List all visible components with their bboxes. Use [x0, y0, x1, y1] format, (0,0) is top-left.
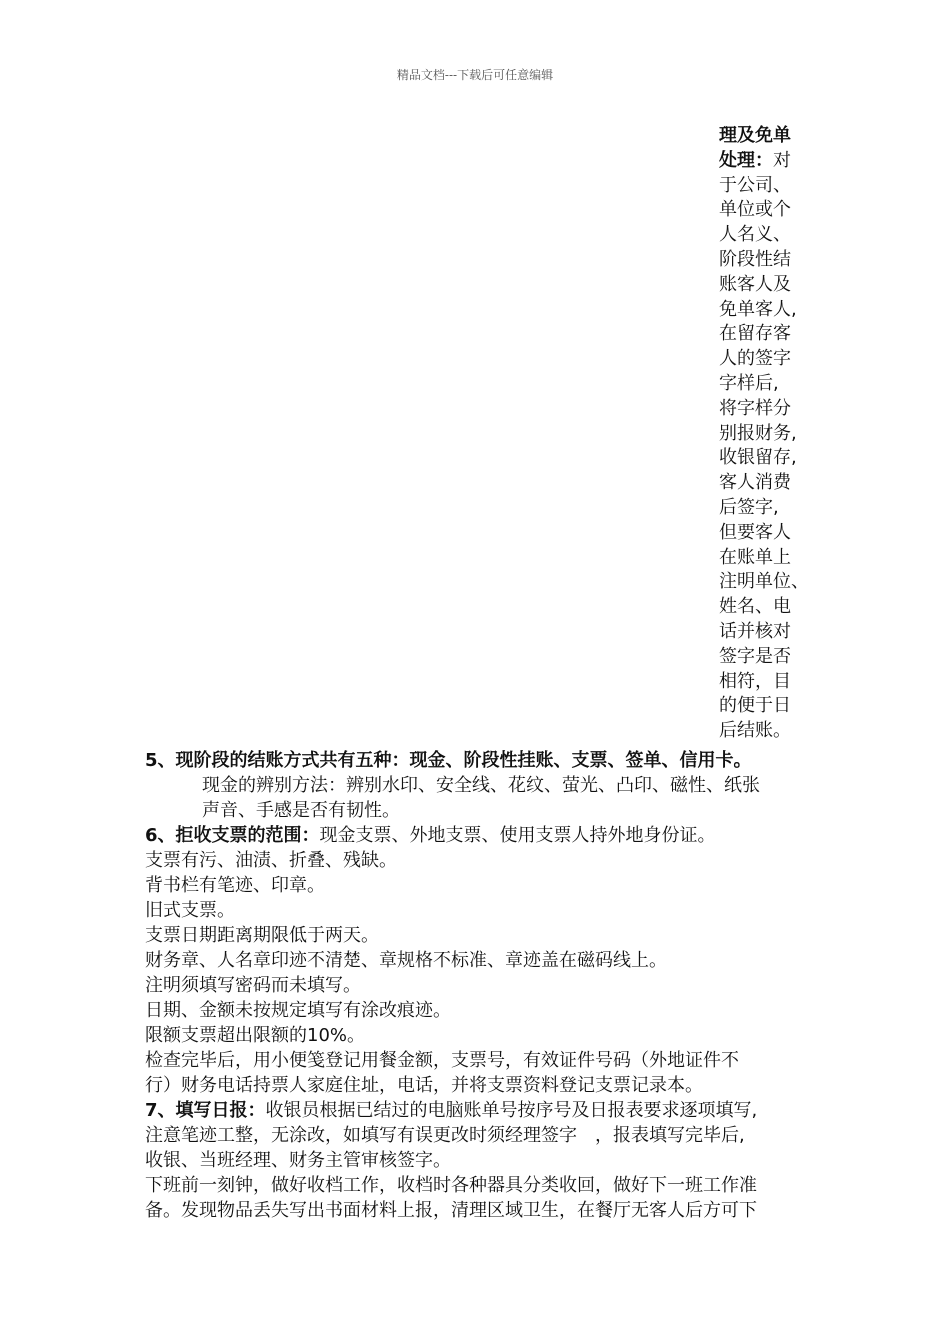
side-line: 别报财务, — [719, 422, 797, 444]
side-line: 人的签字 — [719, 348, 791, 370]
side-line: 注明单位、 — [719, 571, 809, 593]
check-line: 检查完毕后，用小便笺登记用餐金额，支票号，有效证件号码（外地证件不 — [145, 1050, 739, 1071]
side-line: 在账单上 — [719, 546, 791, 568]
section6-heading: 6、拒收支票的范围：现金支票、外地支票、使用支票人持外地身份证。 — [145, 825, 716, 846]
reject-item: 背书栏有笔迹、印章。 — [145, 875, 325, 896]
side-line: 阶段性结 — [719, 248, 791, 270]
reject-item: 支票有污、油渍、折叠、残缺。 — [145, 850, 397, 871]
reject-item: 限额支票超出限额的10%。 — [145, 1025, 366, 1046]
side-heading-line-1: 理及免单 — [719, 125, 791, 146]
side-line: 于公司、 — [719, 174, 791, 196]
side-line: 后签字, — [719, 496, 779, 518]
main-body — [145, 748, 815, 1223]
side-line: 字样后, — [719, 372, 779, 394]
cash-method-line: 现金的辨别方法：辨别水印、安全线、花纹、萤光、凸印、磁性、纸张 — [202, 775, 760, 796]
side-line: 后结账。 — [719, 720, 791, 742]
reject-item: 财务章、人名章印迹不清楚、章规格不标准、章迹盖在磁码线上。 — [145, 950, 667, 971]
check-line: 行）财务电话持票人家庭住址，电话，并将支票资料登记支票记录本。 — [145, 1075, 703, 1096]
side-line: 将字样分 — [719, 397, 791, 419]
side-heading-line-2: 处理：对 — [719, 149, 791, 171]
side-line: 客人消费 — [719, 472, 791, 494]
page-header: 精品文档---下载后可任意编辑 — [396, 68, 554, 82]
closing-line: 下班前一刻钟，做好收档工作，收档时各种器具分类收回，做好下一班工作准 — [145, 1175, 757, 1196]
side-line: 免单客人, — [719, 298, 797, 320]
side-line: 账客人及 — [719, 273, 791, 295]
reject-item: 旧式支票。 — [145, 900, 235, 921]
report-line: 注意笔迹工整，无涂改，如填写有误更改时须经理签字 ，报表填写完毕后, — [145, 1125, 745, 1146]
side-line: 话并核对 — [719, 620, 791, 642]
side-line: 单位或个 — [719, 199, 791, 221]
section5-heading: 5、现阶段的结账方式共有五种：现金、阶段性挂账、支票、签单、信用卡。 — [145, 750, 752, 771]
side-line: 签字是否 — [719, 645, 791, 667]
side-line: 但要客人 — [719, 521, 791, 543]
side-line: 的便于日 — [719, 695, 791, 717]
side-line: 姓名、电 — [719, 596, 791, 618]
reject-item: 注明须填写密码而未填写。 — [145, 975, 361, 996]
side-line: 相符，目 — [719, 670, 791, 692]
side-line: 收银留存, — [719, 447, 797, 469]
report-line: 收银、当班经理、财务主管审核签字。 — [145, 1150, 451, 1171]
reject-item: 日期、金额未按规定填写有涂改痕迹。 — [145, 1000, 451, 1021]
closing-line: 备。发现物品丢失写出书面材料上报，清理区域卫生，在餐厅无客人后方可下 — [145, 1200, 757, 1221]
side-line: 在留存客 — [719, 323, 791, 345]
cash-method-line: 声音、手感是否有韧性。 — [202, 800, 400, 821]
side-line: 人名义、 — [719, 224, 791, 246]
side-column — [719, 124, 811, 744]
reject-item: 支票日期距离期限低于两天。 — [145, 925, 379, 946]
section7-heading: 7、填写日报：收银员根据已结过的电脑账单号按序号及日报表要求逐项填写, — [145, 1100, 758, 1121]
